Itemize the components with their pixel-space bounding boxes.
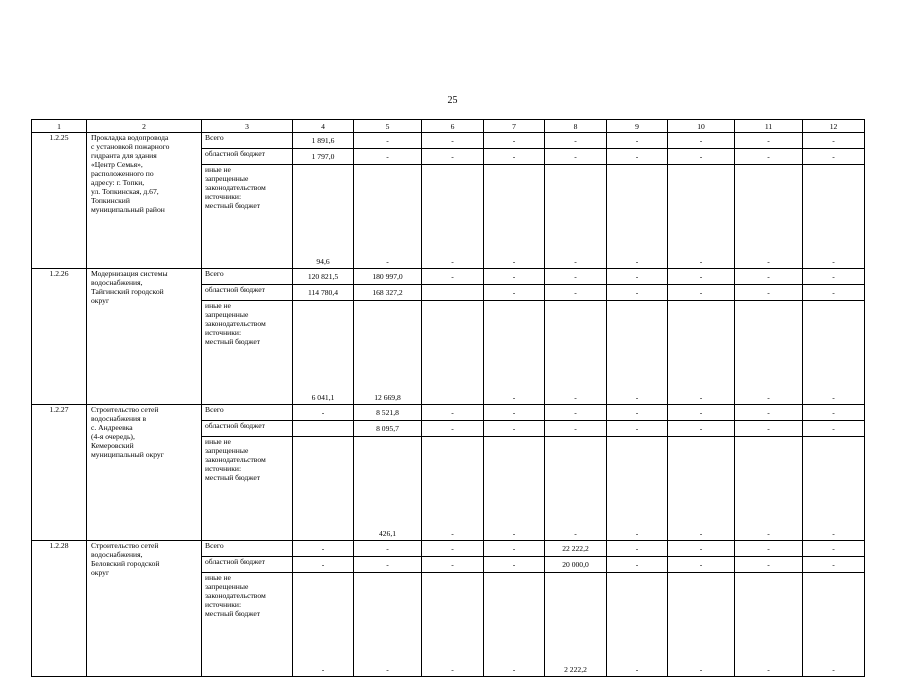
amount-cell: - <box>607 421 668 437</box>
amount-cell: - <box>607 133 668 149</box>
column-header: 2 <box>87 120 202 133</box>
column-header: 6 <box>422 120 484 133</box>
amount-cell: 1 891,6 <box>293 133 354 149</box>
amount-cell: - <box>735 285 803 301</box>
funding-source: Всего <box>202 133 293 149</box>
amount-cell: - <box>422 165 484 269</box>
amount-cell: - <box>735 133 803 149</box>
column-header: 1 <box>32 120 87 133</box>
amount-cell: - <box>668 405 735 421</box>
amount-cell: - <box>803 541 865 557</box>
amount-cell <box>422 285 484 301</box>
amount-cell: - <box>545 437 607 541</box>
amount-cell: - <box>545 285 607 301</box>
funding-source: Всего <box>202 405 293 421</box>
amount-cell: 94,6 <box>293 165 354 269</box>
amount-cell: - <box>803 405 865 421</box>
amount-cell: - <box>354 133 422 149</box>
amount-cell: - <box>422 133 484 149</box>
amount-cell: - <box>484 301 545 405</box>
amount-cell: - <box>607 285 668 301</box>
amount-cell: - <box>422 405 484 421</box>
funding-source: Всего <box>202 541 293 557</box>
amount-cell: - <box>803 421 865 437</box>
amount-cell <box>422 301 484 405</box>
amount-cell: - <box>545 165 607 269</box>
table-row <box>32 405 865 421</box>
amount-cell: - <box>422 557 484 573</box>
column-header: 5 <box>354 120 422 133</box>
amount-cell: - <box>545 405 607 421</box>
amount-cell: 114 780,4 <box>293 285 354 301</box>
amount-cell: - <box>484 133 545 149</box>
amount-cell: - <box>803 437 865 541</box>
amount-cell: - <box>668 301 735 405</box>
amount-cell <box>293 437 354 541</box>
amount-cell: - <box>803 285 865 301</box>
amount-cell: - <box>668 285 735 301</box>
amount-cell: - <box>354 149 422 165</box>
amount-cell: - <box>803 269 865 285</box>
amount-cell: - <box>484 541 545 557</box>
amount-cell: - <box>484 573 545 677</box>
amount-cell: - <box>735 557 803 573</box>
amount-cell: - <box>484 437 545 541</box>
amount-cell: - <box>735 421 803 437</box>
funding-source: Всего <box>202 269 293 285</box>
funding-source: иные не запрещенные законодательством источники: местный бюджет <box>202 573 293 677</box>
amount-cell: - <box>422 541 484 557</box>
amount-cell: - <box>668 437 735 541</box>
amount-cell: - <box>607 573 668 677</box>
amount-cell: - <box>545 421 607 437</box>
amount-cell: 2 222,2 <box>545 573 607 677</box>
amount-cell: 8 521,8 <box>354 405 422 421</box>
amount-cell: - <box>803 133 865 149</box>
budget-table <box>31 119 865 677</box>
item-code: 1.2.26 <box>32 269 87 405</box>
amount-cell: - <box>422 149 484 165</box>
amount-cell: - <box>422 269 484 285</box>
amount-cell: - <box>735 405 803 421</box>
amount-cell: - <box>607 541 668 557</box>
funding-source: областной бюджет <box>202 149 293 165</box>
amount-cell: - <box>668 165 735 269</box>
funding-source: областной бюджет <box>202 421 293 437</box>
item-name: Строительство сетей водоснабжения в с. Андреевка (4-я очередь), Кемеровский муниципальный округ <box>87 405 202 541</box>
amount-cell: - <box>668 573 735 677</box>
column-header: 10 <box>668 120 735 133</box>
funding-source: областной бюджет <box>202 557 293 573</box>
amount-cell: - <box>668 269 735 285</box>
column-header: 3 <box>202 120 293 133</box>
amount-cell: - <box>354 541 422 557</box>
amount-cell: - <box>735 165 803 269</box>
amount-cell: - <box>484 165 545 269</box>
amount-cell: - <box>668 133 735 149</box>
amount-cell: - <box>735 149 803 165</box>
amount-cell: - <box>607 437 668 541</box>
amount-cell: 8 095,7 <box>354 421 422 437</box>
amount-cell: - <box>422 573 484 677</box>
amount-cell: - <box>545 301 607 405</box>
amount-cell: - <box>607 149 668 165</box>
amount-cell: - <box>484 149 545 165</box>
amount-cell: - <box>803 573 865 677</box>
amount-cell: - <box>803 557 865 573</box>
item-name: Строительство сетей водоснабжения, Беловский городской округ <box>87 541 202 677</box>
amount-cell: - <box>484 285 545 301</box>
amount-cell: 6 041,1 <box>293 301 354 405</box>
amount-cell: - <box>607 165 668 269</box>
amount-cell: - <box>803 301 865 405</box>
amount-cell: - <box>735 541 803 557</box>
amount-cell: 180 997,0 <box>354 269 422 285</box>
header-row <box>32 120 865 133</box>
amount-cell: - <box>735 437 803 541</box>
amount-cell: 168 327,2 <box>354 285 422 301</box>
page-number: 25 <box>447 95 458 106</box>
item-code: 1.2.28 <box>32 541 87 677</box>
amount-cell <box>293 421 354 437</box>
amount-cell: - <box>422 437 484 541</box>
amount-cell: 1 797,0 <box>293 149 354 165</box>
amount-cell: - <box>735 301 803 405</box>
funding-source: областной бюджет <box>202 285 293 301</box>
amount-cell: - <box>607 557 668 573</box>
amount-cell: - <box>422 421 484 437</box>
amount-cell: - <box>545 149 607 165</box>
amount-cell: - <box>668 541 735 557</box>
amount-cell: - <box>293 405 354 421</box>
amount-cell: - <box>607 301 668 405</box>
amount-cell: - <box>735 269 803 285</box>
amount-cell: - <box>293 573 354 677</box>
funding-source: иные не запрещенные законодательством источники: местный бюджет <box>202 301 293 405</box>
table-row <box>32 133 865 149</box>
funding-source: иные не запрещенные законодательством источники: местный бюджет <box>202 165 293 269</box>
table-row <box>32 541 865 557</box>
amount-cell: 22 222,2 <box>545 541 607 557</box>
amount-cell: - <box>484 421 545 437</box>
amount-cell: - <box>293 557 354 573</box>
amount-cell: 426,1 <box>354 437 422 541</box>
item-code: 1.2.27 <box>32 405 87 541</box>
amount-cell: - <box>354 573 422 677</box>
amount-cell: - <box>545 269 607 285</box>
column-header: 12 <box>803 120 865 133</box>
column-header: 11 <box>735 120 803 133</box>
amount-cell: - <box>354 557 422 573</box>
amount-cell: - <box>607 405 668 421</box>
amount-cell: - <box>354 165 422 269</box>
column-header: 7 <box>484 120 545 133</box>
column-header: 4 <box>293 120 354 133</box>
amount-cell: - <box>735 573 803 677</box>
amount-cell: - <box>484 269 545 285</box>
column-header: 8 <box>545 120 607 133</box>
amount-cell: - <box>484 557 545 573</box>
funding-source: иные не запрещенные законодательством источники: местный бюджет <box>202 437 293 541</box>
amount-cell: - <box>293 541 354 557</box>
amount-cell: - <box>545 133 607 149</box>
amount-cell: - <box>607 269 668 285</box>
amount-cell: 20 000,0 <box>545 557 607 573</box>
column-header: 9 <box>607 120 668 133</box>
amount-cell: - <box>668 149 735 165</box>
item-name: Модернизация системы водоснабжения, Тайгинский городской округ <box>87 269 202 405</box>
table-row <box>32 269 865 285</box>
amount-cell: 120 821,5 <box>293 269 354 285</box>
item-code: 1.2.25 <box>32 133 87 269</box>
amount-cell: - <box>668 557 735 573</box>
amount-cell: - <box>803 165 865 269</box>
amount-cell: - <box>484 405 545 421</box>
amount-cell: - <box>668 421 735 437</box>
amount-cell: - <box>803 149 865 165</box>
item-name: Прокладка водопровода с установкой пожарного гидранта для здания «Центр Семья», расположенного по адресу: г. Топки, ул. Топкинская, д.67, Топкинский муниципальный район <box>87 133 202 269</box>
amount-cell: 12 669,8 <box>354 301 422 405</box>
